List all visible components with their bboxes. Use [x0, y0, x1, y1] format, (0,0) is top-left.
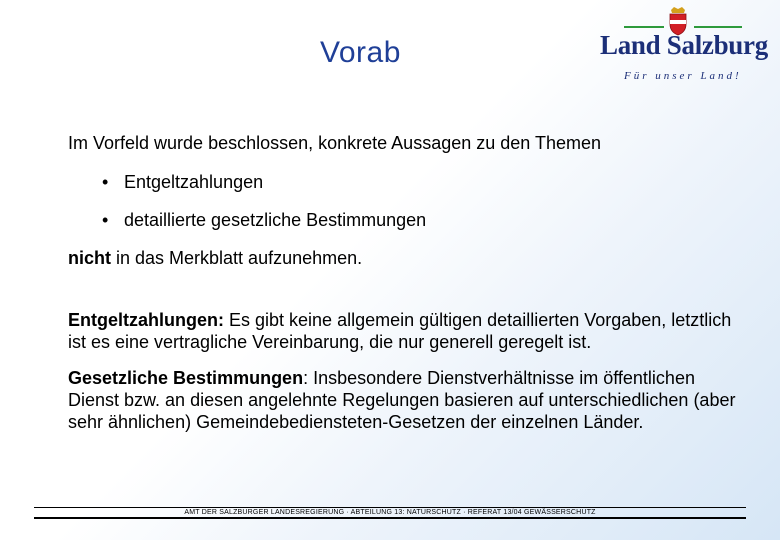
footer-rule-top — [34, 507, 746, 508]
slide-content — [68, 132, 748, 433]
paragraph-entgelt — [68, 309, 748, 353]
paragraph-gesetz — [68, 367, 748, 433]
outro-bold: nicht — [68, 248, 111, 268]
intro-text: Im Vorfeld wurde beschlossen, konkrete Aussagen zu den Themen — [68, 133, 601, 153]
list-item: • Entgeltzahlungen — [102, 171, 748, 193]
outro-text — [68, 247, 748, 269]
paragraph-body: Es gibt keine allgemein gültigen detaillierten Vorgaben, letztlich ist es eine vertragliche Vereinbarung, die nur generell geregelt ist. — [68, 310, 732, 352]
footer-rule-bottom — [34, 517, 746, 519]
paragraph-body: : Insbesondere Dienstverhältnisse im öffentlichen Dienst bzw. an diesen angelehnte Regelungen basieren auf unterschiedlichen (aber sehr ähnlichen) Gemeindebediensteten-Gesetzen der einzelnen Länder. — [68, 368, 736, 432]
paragraph-heading: Gesetzliche Bestimmungen — [68, 368, 304, 388]
paragraph-heading: Entgeltzahlungen: — [68, 310, 224, 330]
slide-title: Vorab — [320, 36, 401, 69]
outro-rest: in das Merkblatt aufzunehmen. — [111, 248, 363, 268]
footer-text: AMT DER SALZBURGER LANDESREGIERUNG · ABTEILUNG 13: NATURSCHUTZ · REFERAT 13/04 GEWÄSSERSCHUTZ — [184, 509, 596, 516]
logo-bar-left — [624, 26, 664, 28]
logo-name: Land Salzburg — [600, 30, 768, 60]
logo-bar-right — [694, 26, 742, 28]
list-item: • detaillierte gesetzliche Bestimmungen — [102, 209, 748, 231]
land-salzburg-logo — [596, 6, 766, 86]
topic-list — [68, 171, 748, 231]
logo-slogan: Für unser Land! — [624, 70, 742, 82]
